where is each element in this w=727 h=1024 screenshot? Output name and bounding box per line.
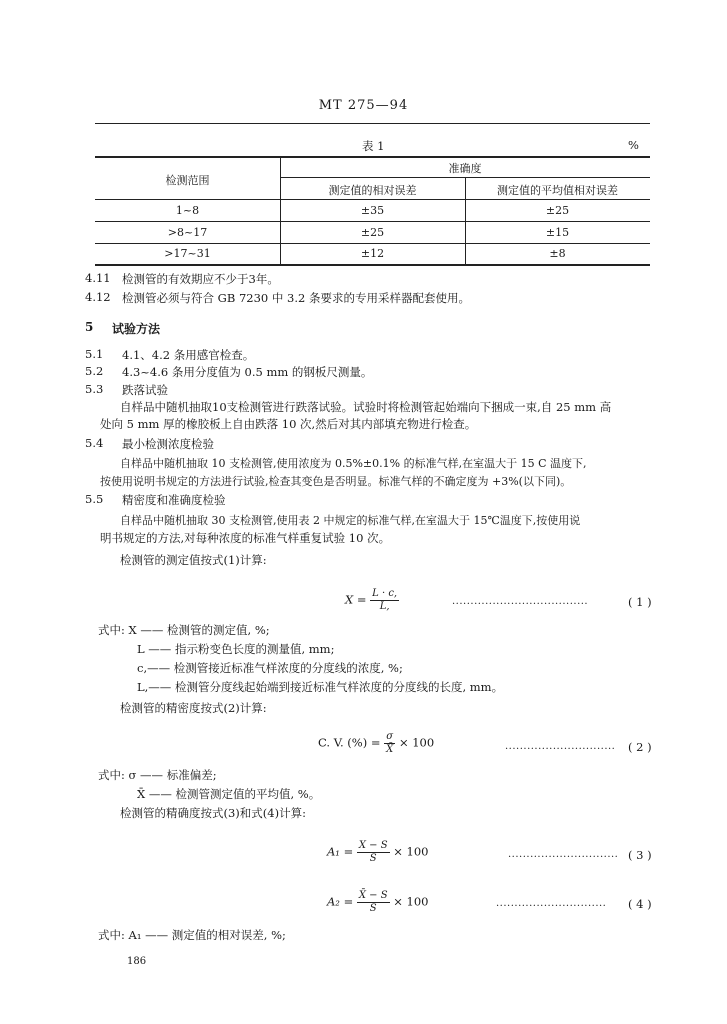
clause-number: 5.4 — [85, 436, 104, 450]
fraction — [370, 588, 399, 613]
numerator: L · c, — [372, 588, 398, 599]
fraction — [357, 840, 390, 865]
equation-3 — [327, 840, 429, 865]
header-rule — [95, 123, 650, 124]
section-title: 试验方法 — [112, 322, 161, 336]
equation-lhs: C. V. (%) = — [318, 735, 381, 750]
table-top-rule — [95, 156, 650, 158]
numerator: σ — [384, 731, 395, 744]
clause-number: 5.5 — [85, 492, 104, 506]
variable-definition: L,—— 检测管分度线起始端到接近标准气样浓度的分度线的长度, mm。 — [137, 680, 504, 694]
clause-title: 跌落试验 — [122, 383, 168, 397]
equation-rhs: × 100 — [398, 735, 435, 750]
table-cell: ±35 — [360, 204, 385, 217]
denominator: L, — [379, 601, 390, 612]
section-number: 5 — [85, 320, 94, 334]
table-header-accuracy: 准确度 — [448, 162, 482, 175]
clause-number: 4.11 — [85, 271, 111, 285]
denominator: X̄ — [386, 744, 394, 755]
variable-definition: 式中: X —— 检测管的测定值, %; — [98, 623, 270, 637]
equation-2 — [318, 731, 434, 756]
table-cell: ±25 — [545, 204, 570, 217]
table-bottom-rule — [95, 264, 650, 266]
table-subheader-relative-error: 测定值的相对误差 — [328, 184, 417, 197]
equation-lhs: X = — [345, 592, 367, 607]
variable-definition: X̄ —— 检测管测定值的平均值, %。 — [137, 787, 321, 801]
equation-rhs: × 100 — [393, 894, 429, 909]
numerator: X̄ − S — [358, 890, 388, 901]
variable-definition: 式中: A₁ —— 测定值的相对误差, %; — [98, 928, 286, 942]
clause-text: 自样品中随机抽取 30 支检测管,使用表 2 中规定的标准气样,在室温大于 15℃温度下,按使用说 — [120, 514, 581, 527]
paragraph: 检测管的精确度按式(3)和式(4)计算: — [120, 806, 306, 820]
clause-title: 精密度和准确度检验 — [122, 493, 226, 507]
clause-number: 4.12 — [85, 290, 111, 304]
clause-text: 4.1、4.2 条用感官检查。 — [122, 348, 255, 362]
table-cell: 1~8 — [175, 204, 200, 217]
clause-text: 自样品中随机抽取 10 支检测管,使用浓度为 0.5%±0.1% 的标准气样,在室温大于 15 C 温度下, — [120, 457, 587, 470]
equation-number: ( 2 ) — [628, 740, 652, 754]
denominator: S — [369, 903, 377, 914]
table-cell: ±15 — [545, 226, 570, 239]
table-cell: >17~31 — [164, 247, 211, 260]
clause-text: 按使用说明书规定的方法进行试验,检查其变色是否明显。标准气样的不确定度为 +3%(以下同)。 — [100, 475, 572, 488]
clause-text: 检测管的有效期应不少于3年。 — [122, 272, 279, 286]
clause-text: 检测管必须与符合 GB 7230 中 3.2 条要求的专用采样器配套使用。 — [122, 291, 470, 305]
equation-leader: ..................................... — [452, 596, 589, 607]
clause-text: 处向 5 mm 厚的橡胶板上自由跌落 10 次,然后对其内部填充物进行检查。 — [100, 417, 477, 431]
clause-number: 5.2 — [85, 364, 104, 378]
table-cell: >8~17 — [167, 226, 208, 239]
clause-text: 自样品中随机抽取10支检测管进行跌落试验。试验时将检测管起始端向下捆成一束,自 25 mm 高 — [120, 400, 612, 414]
table-unit: % — [628, 138, 639, 152]
table-cell: ±25 — [360, 226, 385, 239]
clause-text: 明书规定的方法,对每种浓度的标准气样重复试验 10 次。 — [100, 531, 391, 545]
table-row-rule — [95, 243, 650, 244]
equation-rhs: × 100 — [393, 844, 429, 859]
equation-lhs: A₁ = — [327, 844, 354, 859]
equation-leader: .............................. — [508, 849, 619, 860]
table-row-rule — [95, 221, 650, 222]
page-number: 186 — [127, 956, 147, 967]
fraction — [357, 890, 390, 915]
variable-definition: L —— 指示粉变色长度的测量值, mm; — [137, 642, 335, 656]
table-cell: ±12 — [360, 247, 385, 260]
equation-leader: .............................. — [505, 741, 616, 752]
paragraph: 检测管的测定值按式(1)计算: — [120, 553, 267, 567]
equation-leader: .............................. — [496, 898, 607, 909]
denominator: S — [369, 853, 377, 864]
table-header-rule — [95, 199, 650, 200]
paragraph: 检测管的精密度按式(2)计算: — [120, 701, 267, 715]
table-subheader-mean-error: 测定值的平均值相对误差 — [497, 184, 618, 197]
table-header-range: 检测范围 — [165, 174, 210, 187]
equation-lhs: A₂ = — [327, 894, 354, 909]
equation-number: ( 3 ) — [628, 848, 652, 862]
clause-text: 4.3~4.6 条用分度值为 0.5 mm 的钢板尺测量。 — [122, 365, 373, 379]
table-title: 表 1 — [362, 139, 385, 153]
document-code-header: MT 275—94 — [318, 98, 409, 113]
clause-title: 最小检测浓度检验 — [122, 437, 214, 451]
equation-number: ( 1 ) — [628, 595, 652, 609]
equation-number: ( 4 ) — [628, 897, 652, 911]
variable-definition: 式中: σ —— 标准偏差; — [98, 768, 217, 782]
equation-1 — [345, 588, 399, 613]
numerator: X − S — [358, 840, 388, 851]
table-cell: ±8 — [549, 247, 566, 260]
equation-4 — [327, 890, 429, 915]
variable-definition: c,—— 检测管接近标准气样浓度的分度线的浓度, %; — [137, 661, 403, 675]
clause-number: 5.3 — [85, 382, 104, 396]
fraction — [384, 731, 395, 756]
clause-number: 5.1 — [85, 347, 104, 361]
